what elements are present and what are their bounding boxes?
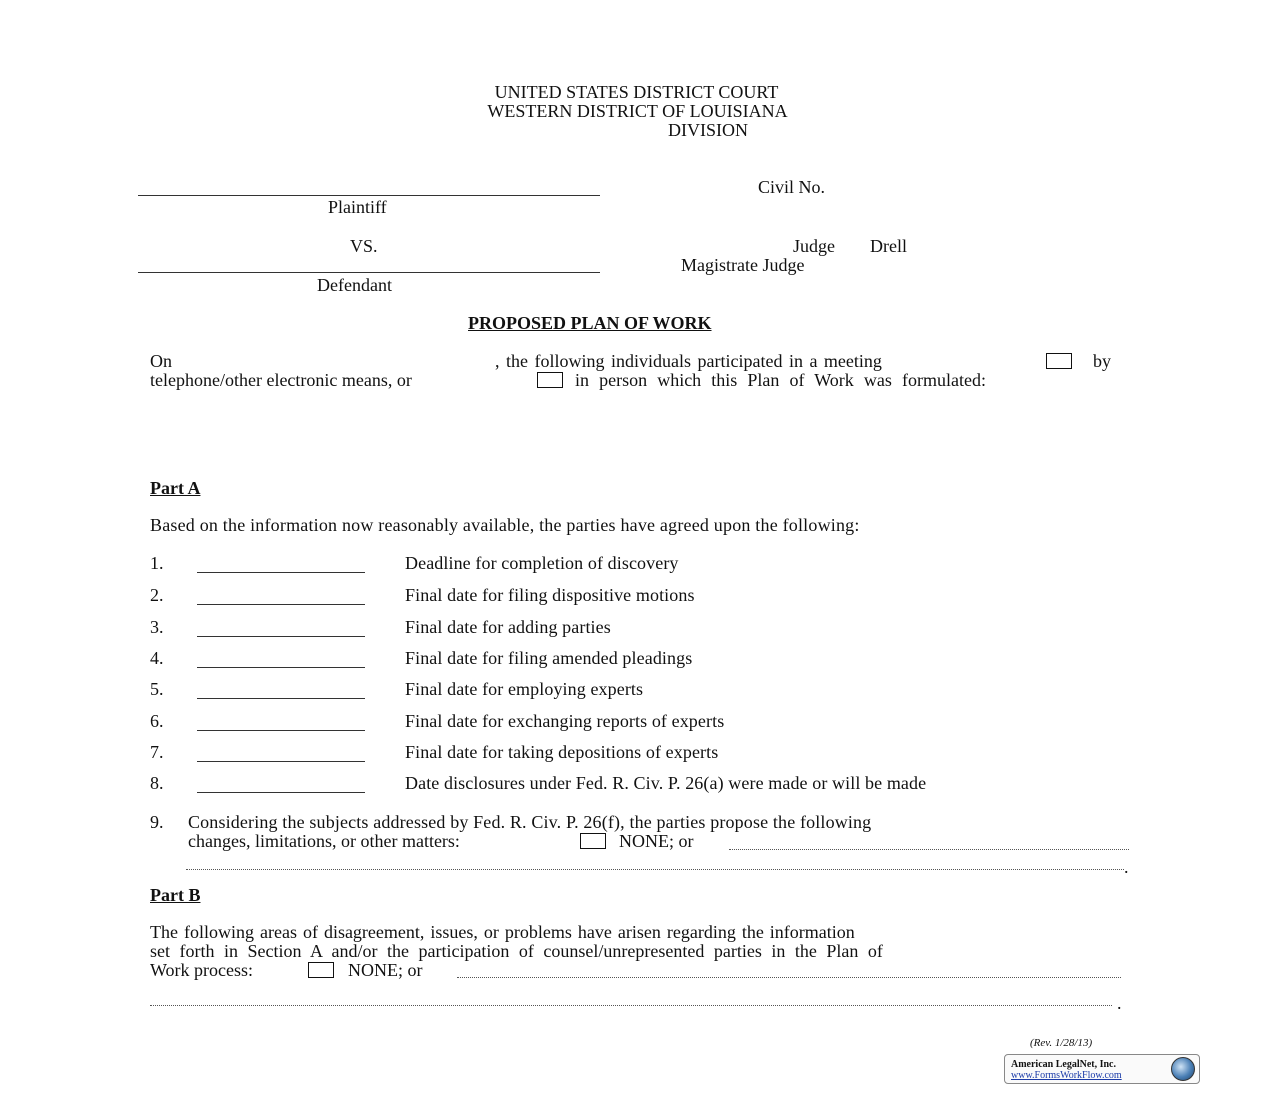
part-b-period: . — [1117, 993, 1122, 1013]
item-text: Final date for taking depositions of experts — [405, 742, 719, 762]
civil-no-label: Civil No. — [758, 177, 826, 197]
logo-url-link[interactable]: www.FormsWorkFlow.com — [1011, 1070, 1122, 1081]
part-b-answer-line-1[interactable] — [457, 977, 1121, 978]
judge-name: Drell — [870, 236, 907, 256]
logo-brand: American LegalNet, Inc. — [1011, 1059, 1116, 1070]
magistrate-judge-label: Magistrate Judge — [681, 255, 805, 275]
item-9-answer-line-2[interactable] — [186, 869, 1124, 870]
item-9-none-or: NONE; or — [619, 831, 694, 851]
part-b-none-or: NONE; or — [348, 960, 423, 980]
district-name: WESTERN DISTRICT OF LOUISIANA — [487, 101, 788, 121]
item-date-blank[interactable] — [197, 792, 365, 793]
item-text: Final date for filing dispositive motions — [405, 585, 695, 605]
item-9-text-2: changes, limitations, or other matters: — [188, 831, 460, 851]
item-text: Final date for employing experts — [405, 679, 644, 699]
item-date-blank[interactable] — [197, 698, 365, 699]
part-b-answer-line-2[interactable] — [150, 1005, 1112, 1006]
checkbox-telephone[interactable] — [1046, 353, 1072, 369]
item-date-blank[interactable] — [197, 604, 365, 605]
item-text: Final date for adding parties — [405, 617, 611, 637]
intro-text-1: , the following individuals participated in a meeting — [495, 351, 882, 371]
item-number: 7. — [150, 742, 164, 762]
division-label: DIVISION — [668, 120, 748, 140]
item-9-answer-line-1[interactable] — [729, 849, 1129, 850]
item-number: 4. — [150, 648, 164, 668]
part-a-lead: Based on the information now reasonably available, the parties have agreed upon the following: — [150, 515, 860, 535]
checkbox-item-9-none[interactable] — [580, 833, 606, 849]
page-title: PROPOSED PLAN OF WORK — [468, 313, 712, 333]
item-number: 3. — [150, 617, 164, 637]
item-text: Final date for filing amended pleadings — [405, 648, 693, 668]
item-text: Deadline for completion of discovery — [405, 553, 679, 573]
part-b-heading: Part B — [150, 885, 201, 905]
checkbox-part-b-none[interactable] — [308, 962, 334, 978]
defendant-label: Defendant — [317, 275, 392, 295]
vs-label: VS. — [350, 236, 378, 256]
item-9-number: 9. — [150, 812, 164, 832]
item-number: 6. — [150, 711, 164, 731]
item-date-blank[interactable] — [197, 730, 365, 731]
item-number: 5. — [150, 679, 164, 699]
intro-by: by — [1093, 351, 1111, 371]
item-number: 8. — [150, 773, 164, 793]
item-text: Final date for exchanging reports of experts — [405, 711, 725, 731]
intro-text-2: telephone/other electronic means, or — [150, 370, 412, 390]
revision-date: (Rev. 1/28/13) — [1030, 1037, 1093, 1049]
item-9-text-1: Considering the subjects addressed by Fed. R. Civ. P. 26(f), the parties propose the following — [188, 812, 872, 832]
intro-text-3: in person which this Plan of Work was formulated: — [575, 370, 986, 390]
defendant-line[interactable] — [138, 272, 600, 273]
item-date-blank[interactable] — [197, 572, 365, 573]
item-date-blank[interactable] — [197, 761, 365, 762]
intro-on: On — [150, 351, 172, 371]
globe-icon — [1171, 1057, 1195, 1081]
item-number: 1. — [150, 553, 164, 573]
part-a-heading: Part A — [150, 478, 201, 498]
part-b-text-2: set forth in Section A and/or the participation of counsel/unrepresented parties in the Plan of — [150, 941, 883, 961]
court-name: UNITED STATES DISTRICT COURT — [494, 82, 779, 102]
item-number: 2. — [150, 585, 164, 605]
part-b-text-3: Work process: — [150, 960, 254, 980]
plaintiff-label: Plaintiff — [328, 197, 387, 217]
judge-label: Judge — [793, 236, 835, 256]
checkbox-in-person[interactable] — [537, 372, 563, 388]
item-date-blank[interactable] — [197, 667, 365, 668]
item-9-period: . — [1124, 857, 1129, 877]
american-legalnet-logo[interactable] — [1004, 1054, 1200, 1084]
part-b-text-1: The following areas of disagreement, issues, or problems have arisen regarding the information — [150, 922, 855, 942]
item-text: Date disclosures under Fed. R. Civ. P. 26(a) were made or will be made — [405, 773, 927, 793]
item-date-blank[interactable] — [197, 636, 365, 637]
plaintiff-line[interactable] — [138, 195, 600, 196]
